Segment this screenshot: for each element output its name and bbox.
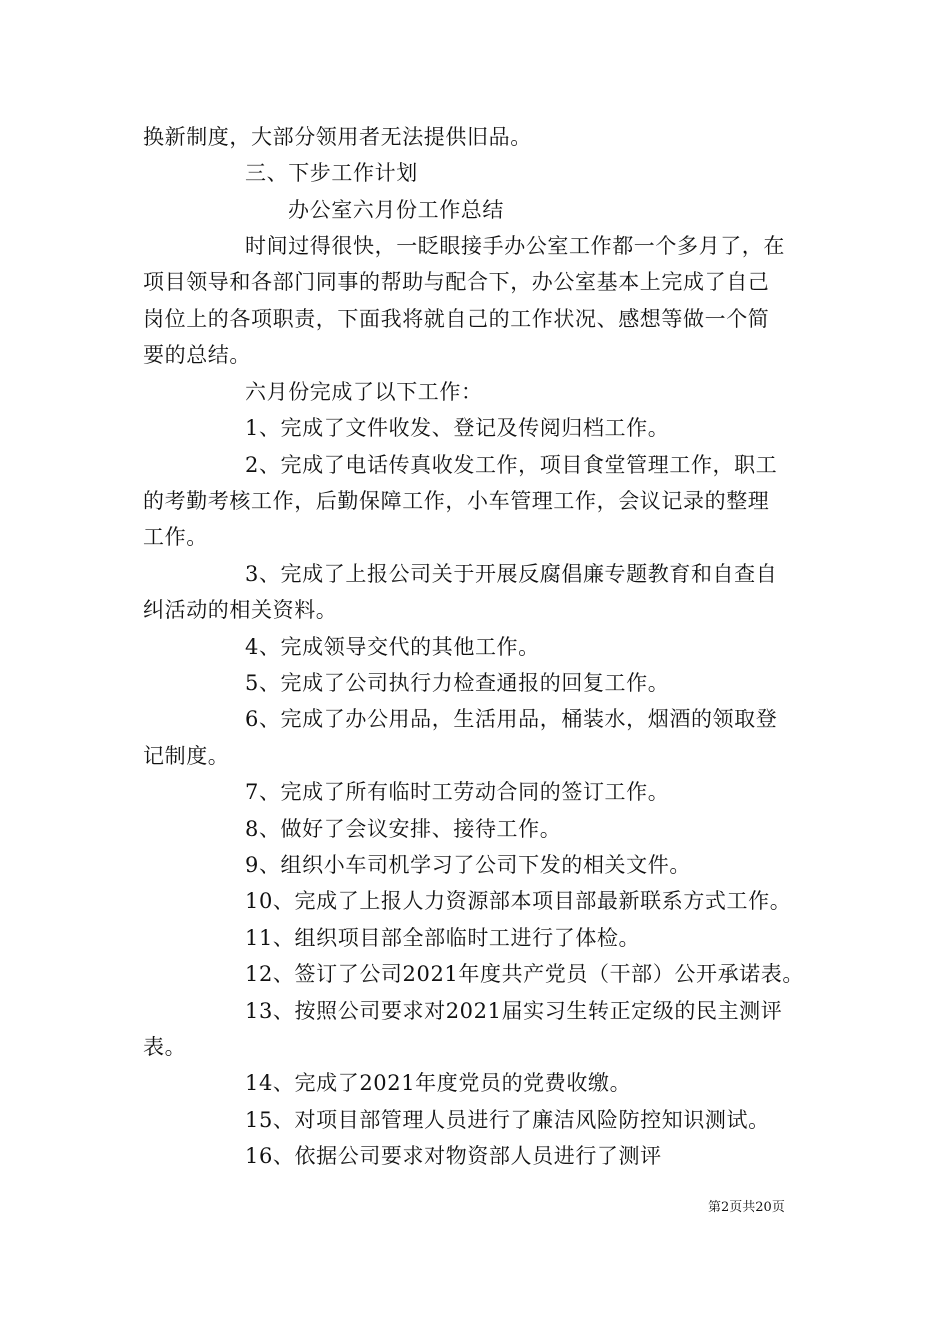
document-title: 办公室六月份工作总结 — [288, 198, 504, 222]
list-item: 8、做好了会议安排、接待工作。 — [245, 817, 562, 841]
list-item-continuation: 的考勤考核工作，后勤保障工作，小车管理工作，会议记录的整理 — [143, 489, 770, 513]
list-item: 11、组织项目部全部临时工进行了体检。 — [245, 926, 641, 950]
text-line: 六月份完成了以下工作： — [245, 380, 483, 404]
list-item: 5、完成了公司执行力检查通报的回复工作。 — [245, 671, 670, 695]
paragraph-line: 岗位上的各项职责，下面我将就自己的工作状况、感想等做一个简 — [143, 307, 770, 331]
list-item: 1、完成了文件收发、登记及传阅归档工作。 — [245, 416, 670, 440]
list-item: 9、组织小车司机学习了公司下发的相关文件。 — [245, 853, 691, 877]
list-item: 13、按照公司要求对2021届实习生转正定级的民主测评 — [245, 999, 783, 1023]
list-item: 3、完成了上报公司关于开展反腐倡廉专题教育和自查自 — [245, 562, 778, 586]
paragraph-line: 时间过得很快，一眨眼接手办公室工作都一个多月了，在 — [245, 234, 785, 258]
paragraph-line: 要的总结。 — [143, 343, 251, 367]
section-heading: 三、下步工作计划 — [245, 161, 418, 185]
list-item: 2、完成了电话传真收发工作，项目食堂管理工作，职工 — [245, 453, 778, 477]
list-item-continuation: 纠活动的相关资料。 — [143, 598, 338, 622]
list-item: 4、完成领导交代的其他工作。 — [245, 635, 540, 659]
list-item-continuation: 表。 — [143, 1035, 187, 1059]
list-item: 12、签订了公司2021年度共产党员（干部）公开承诺表。 — [245, 962, 804, 986]
list-item: 6、完成了办公用品，生活用品，桶装水，烟酒的领取登 — [245, 707, 778, 731]
paragraph-line: 项目领导和各部门同事的帮助与配合下，办公室基本上完成了自己 — [143, 270, 770, 294]
list-item-continuation: 记制度。 — [143, 744, 230, 768]
list-item: 10、完成了上报人力资源部本项目部最新联系方式工作。 — [245, 889, 792, 913]
list-item: 15、对项目部管理人员进行了廉洁风险防控知识测试。 — [245, 1108, 770, 1132]
list-item: 7、完成了所有临时工劳动合同的签订工作。 — [245, 780, 670, 804]
list-item: 16、依据公司要求对物资部人员进行了测评 — [245, 1144, 662, 1168]
text-line: 换新制度，大部分领用者无法提供旧品。 — [143, 125, 532, 149]
list-item: 14、完成了2021年度党员的党费收缴。 — [245, 1071, 632, 1095]
list-item-continuation: 工作。 — [143, 525, 208, 549]
page-number: 第2页共20页 — [708, 1200, 785, 1215]
